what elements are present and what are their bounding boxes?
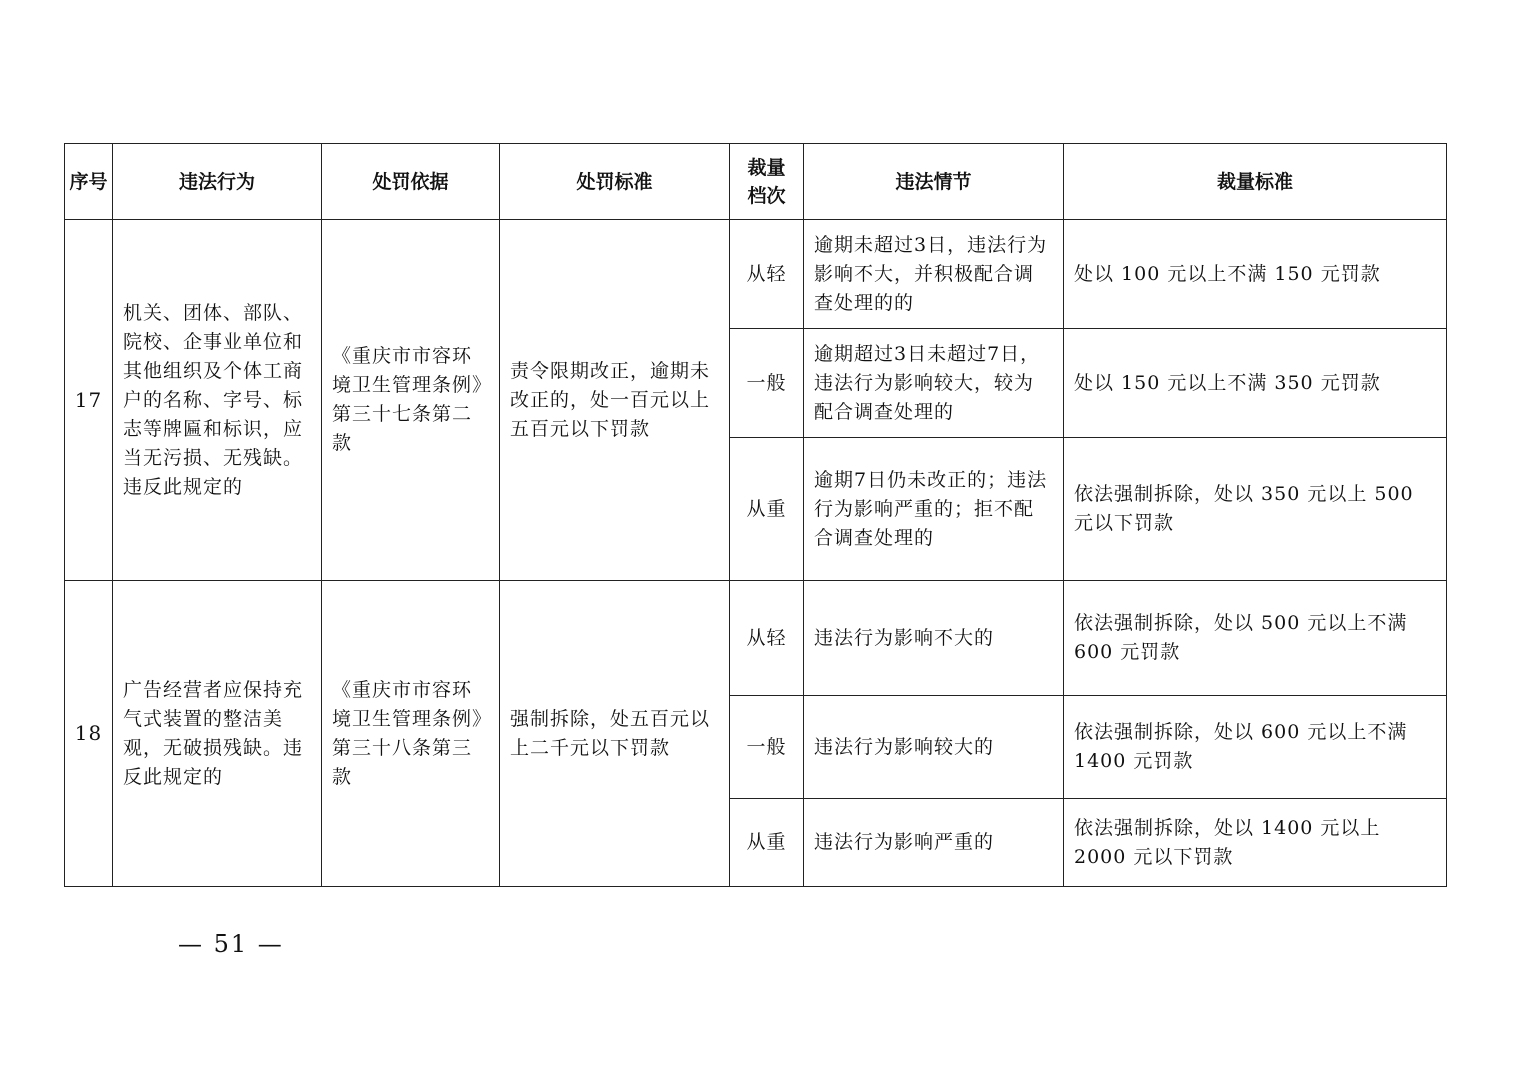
header-level — [730, 144, 804, 220]
tier-level: 一般 — [730, 696, 804, 799]
tier-discretion: 依法强制拆除，处以 500 元以上不满 600 元罚款 — [1064, 581, 1447, 696]
row-behavior: 广告经营者应保持充气式装置的整洁美观，无破损残缺。违反此规定的 — [113, 581, 322, 887]
row-seq: 18 — [65, 581, 113, 887]
row-basis: 《重庆市市容环境卫生管理条例》第三十七条第二款 — [322, 220, 500, 581]
header-seq: 序号 — [65, 144, 113, 220]
penalty-discretion-table — [64, 143, 1447, 887]
row-seq: 17 — [65, 220, 113, 581]
tier-circumstance: 逾期超过3日未超过7日，违法行为影响较大，较为配合调查处理的 — [804, 329, 1064, 438]
header-circumstance: 违法情节 — [804, 144, 1064, 220]
row-behavior: 机关、团体、部队、院校、企事业单位和其他组织及个体工商户的名称、字号、标志等牌匾和标识，应当无污损、无残缺。违反此规定的 — [113, 220, 322, 581]
table-header-row — [65, 144, 1447, 220]
tier-circumstance: 违法行为影响严重的 — [804, 799, 1064, 887]
table-row — [65, 220, 1447, 329]
header-level-line2: 档次 — [747, 184, 786, 207]
tier-circumstance: 逾期7日仍未改正的；违法行为影响严重的；拒不配合调查处理的 — [804, 438, 1064, 581]
tier-circumstance: 逾期未超过3日，违法行为影响不大，并积极配合调查处理的的 — [804, 220, 1064, 329]
tier-discretion: 依法强制拆除，处以 1400 元以上 2000 元以下罚款 — [1064, 799, 1447, 887]
header-basis: 处罚依据 — [322, 144, 500, 220]
header-behavior: 违法行为 — [113, 144, 322, 220]
tier-discretion: 依法强制拆除，处以 350 元以上 500 元以下罚款 — [1064, 438, 1447, 581]
table-row — [65, 581, 1447, 696]
tier-level: 一般 — [730, 329, 804, 438]
page-number: — 51 — — [178, 930, 284, 958]
tier-level: 从重 — [730, 438, 804, 581]
header-discretion: 裁量标准 — [1064, 144, 1447, 220]
tier-level: 从轻 — [730, 581, 804, 696]
tier-level: 从轻 — [730, 220, 804, 329]
tier-circumstance: 违法行为影响不大的 — [804, 581, 1064, 696]
tier-discretion: 处以 100 元以上不满 150 元罚款 — [1064, 220, 1447, 329]
tier-discretion: 依法强制拆除，处以 600 元以上不满 1400 元罚款 — [1064, 696, 1447, 799]
row-basis: 《重庆市市容环境卫生管理条例》第三十八条第三款 — [322, 581, 500, 887]
row-standard: 强制拆除，处五百元以上二千元以下罚款 — [500, 581, 730, 887]
tier-circumstance: 违法行为影响较大的 — [804, 696, 1064, 799]
row-standard: 责令限期改正，逾期未改正的，处一百元以上五百元以下罚款 — [500, 220, 730, 581]
tier-level: 从重 — [730, 799, 804, 887]
tier-discretion: 处以 150 元以上不满 350 元罚款 — [1064, 329, 1447, 438]
header-standard: 处罚标准 — [500, 144, 730, 220]
header-level-line1: 裁量 — [747, 156, 786, 179]
